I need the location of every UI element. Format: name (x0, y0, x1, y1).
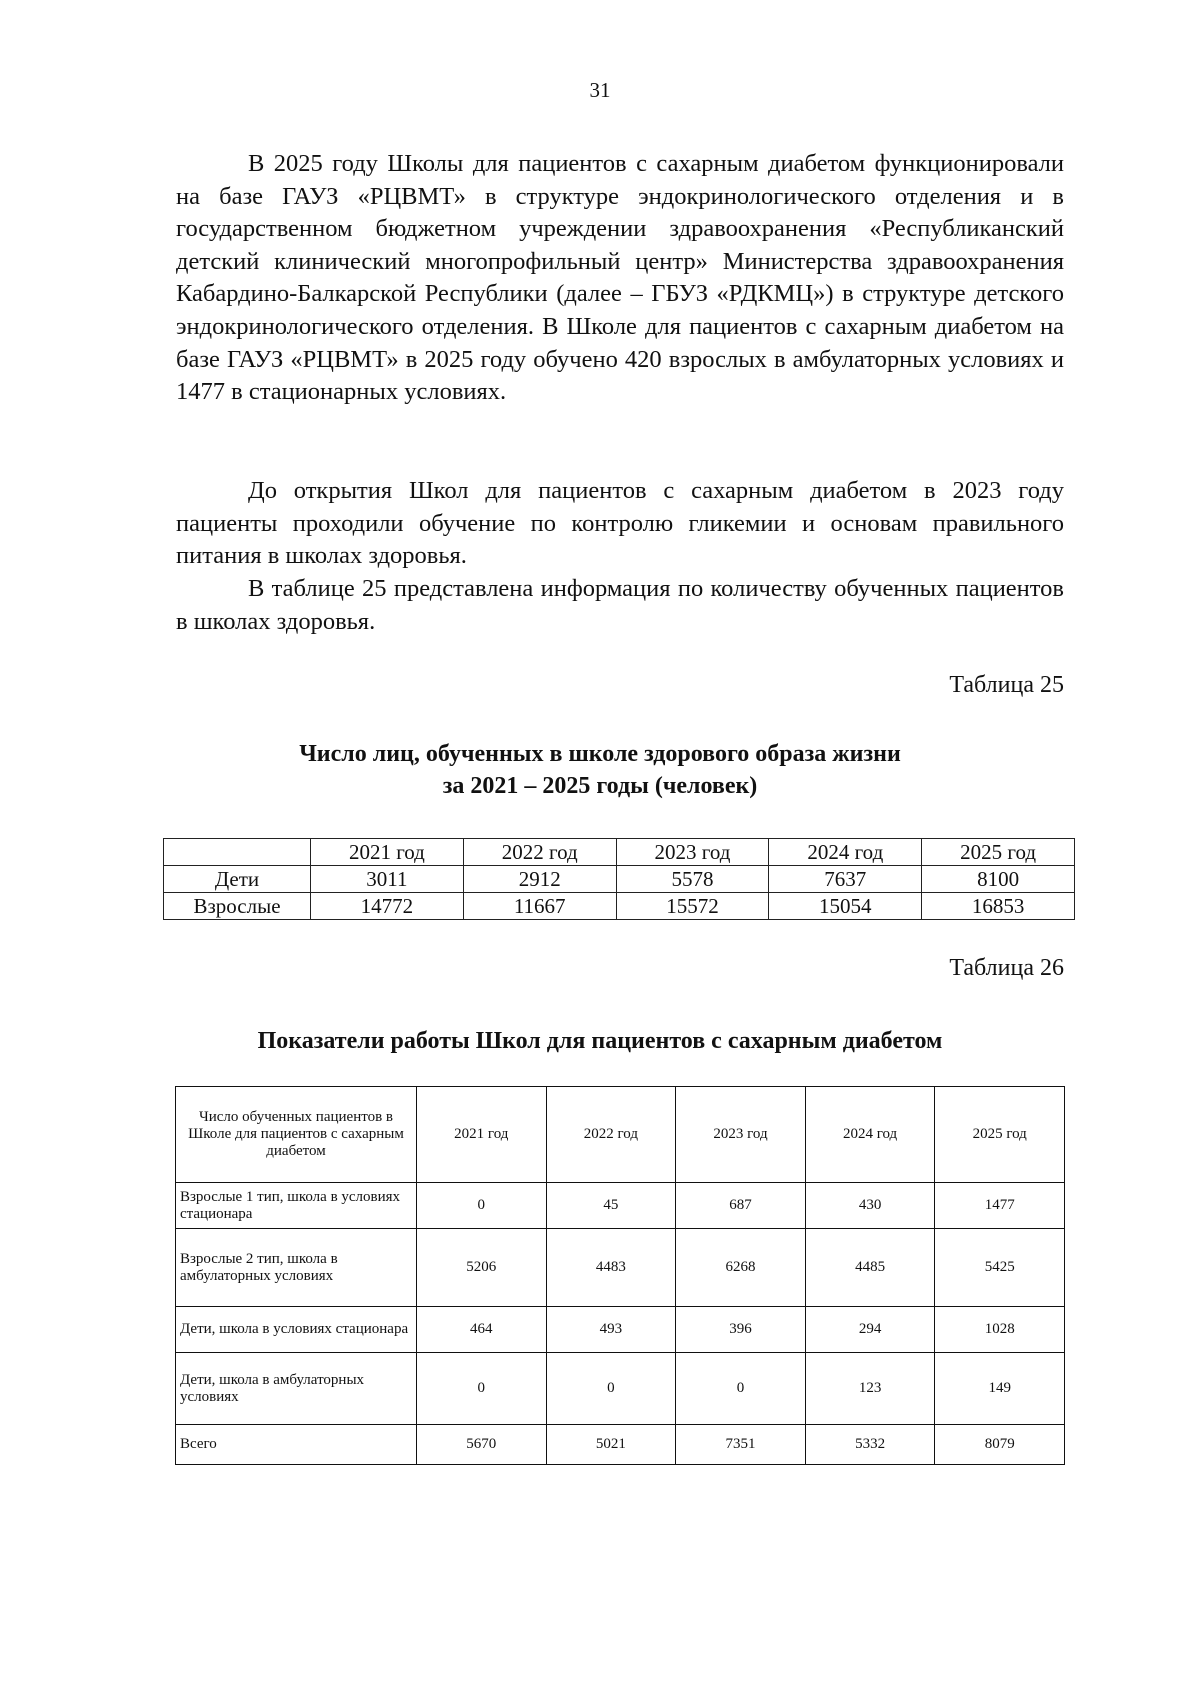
table25-cell: 3011 (311, 866, 464, 893)
page-number: 31 (589, 78, 611, 102)
table25-cell: 15572 (616, 893, 769, 920)
table26-col-2021: 2021 год (417, 1087, 547, 1183)
table25-caption: Таблица 25 (949, 672, 1064, 698)
table26-cell: 0 (417, 1183, 547, 1229)
table26-col-2023: 2023 год (676, 1087, 806, 1183)
table25-title (0, 738, 1200, 802)
table25-row-label: Взрослые (164, 893, 311, 920)
table25-col-2025: 2025 год (922, 839, 1075, 866)
table-row (176, 1183, 1065, 1229)
table26-cell: 0 (676, 1353, 806, 1425)
table26-cell: 687 (676, 1183, 806, 1229)
table26-cell: 4483 (546, 1229, 676, 1307)
table-row (176, 1307, 1065, 1353)
table25-title-line1: Число лиц, обученных в школе здорового образа жизни (299, 741, 901, 767)
table-row (176, 1425, 1065, 1465)
paragraph-table25-intro: В таблице 25 представлена информация по количеству обученных пациентов в школах здоровья. (176, 575, 1064, 635)
table26-cell: 0 (417, 1353, 547, 1425)
table26-cell: 464 (417, 1307, 547, 1353)
table25-cell: 2912 (463, 866, 616, 893)
table-row (164, 893, 1075, 920)
table-row (176, 1353, 1065, 1425)
table25-cell: 5578 (616, 866, 769, 893)
table26-col-2025: 2025 год (935, 1087, 1065, 1183)
table26-cell: 6268 (676, 1229, 806, 1307)
table26-header-row (176, 1087, 1065, 1183)
table26-cell: 5425 (935, 1229, 1065, 1307)
table26-cell: 123 (805, 1353, 935, 1425)
table26-cell: 5206 (417, 1229, 547, 1307)
table25-col-2023: 2023 год (616, 839, 769, 866)
table25-cell: 14772 (311, 893, 464, 920)
table25-cell: 16853 (922, 893, 1075, 920)
table26-cell: 5021 (546, 1425, 676, 1465)
table26-cell: 1028 (935, 1307, 1065, 1353)
table26-cell: 45 (546, 1183, 676, 1229)
table26-title: Показатели работы Школ для пациентов с сахарным диабетом (257, 1028, 943, 1054)
table26-cell: 5332 (805, 1425, 935, 1465)
table25 (163, 838, 1075, 920)
paragraph-schools-2025: В 2025 году Школы для пациентов с сахарным диабетом функционировали на базе ГАУЗ «РЦВМТ» в структуре эндокринологического отделения и в государственном бюджетном учреждении здравоохранения «Республиканский детский клинический многопрофильный центр» Министерства здравоохранения Кабардино-Балкарской Республики (далее – ГБУЗ «РДКМЦ») в структуре детского эндокринологического отделения. В Школе для пациентов с сахарным диабетом на базе ГАУЗ «РЦВМТ» в 2025 году обучено 420 взрослых в амбулаторных условиях и 1477 в стационарных условиях. (176, 150, 1064, 406)
table26-row-label: Взрослые 1 тип, школа в условиях стационара (176, 1183, 417, 1229)
table26-cell: 7351 (676, 1425, 806, 1465)
table26-cell: 430 (805, 1183, 935, 1229)
table26-row-label: Дети, школа в амбулаторных условиях (176, 1353, 417, 1425)
table26-cell: 149 (935, 1353, 1065, 1425)
table25-corner-cell (164, 839, 311, 866)
table-row (176, 1229, 1065, 1307)
table26-row-label: Дети, школа в условиях стационара (176, 1307, 417, 1353)
table25-title-line2: за 2021 – 2025 годы (человек) (442, 773, 758, 799)
table26-col-2022: 2022 год (546, 1087, 676, 1183)
table25-cell: 7637 (769, 866, 922, 893)
table26-cell: 5670 (417, 1425, 547, 1465)
table25-header-row (164, 839, 1075, 866)
table25-col-2021: 2021 год (311, 839, 464, 866)
table25-cell: 8100 (922, 866, 1075, 893)
table26-cell: 294 (805, 1307, 935, 1353)
table26-header-label: Число обученных пациентов в Школе для пациентов с сахарным диабетом (176, 1087, 417, 1183)
table26-row-label: Взрослые 2 тип, школа в амбулаторных условиях (176, 1229, 417, 1307)
table26-cell: 493 (546, 1307, 676, 1353)
table-row (164, 866, 1075, 893)
table25-col-2022: 2022 год (463, 839, 616, 866)
table26-cell: 0 (546, 1353, 676, 1425)
table25-col-2024: 2024 год (769, 839, 922, 866)
table26-cell: 4485 (805, 1229, 935, 1307)
table26-cell: 396 (676, 1307, 806, 1353)
table25-row-label: Дети (164, 866, 311, 893)
table26-cell: 1477 (935, 1183, 1065, 1229)
table25-cell: 15054 (769, 893, 922, 920)
table25-cell: 11667 (463, 893, 616, 920)
table26 (175, 1086, 1065, 1465)
table26-col-2024: 2024 год (805, 1087, 935, 1183)
table26-caption: Таблица 26 (949, 955, 1064, 981)
table26-cell: 8079 (935, 1425, 1065, 1465)
paragraph-before-schools: До открытия Школ для пациентов с сахарным диабетом в 2023 году пациенты проходили обучение по контролю гликемии и основам правильного питания в школах здоровья. (176, 477, 1064, 570)
table26-row-label: Всего (176, 1425, 417, 1465)
